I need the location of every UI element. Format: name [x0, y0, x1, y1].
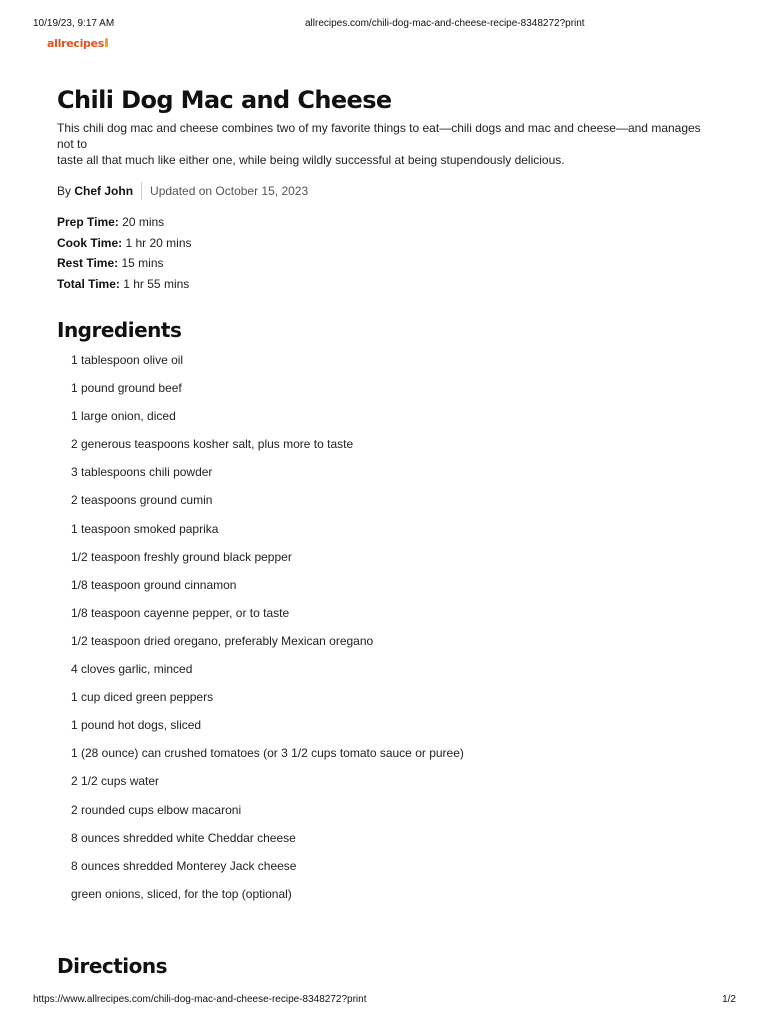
recipe-content [57, 84, 717, 914]
ingredient-item: 1 large onion, diced [71, 409, 176, 424]
recipe-intro [57, 120, 717, 168]
recipe-times [57, 212, 717, 294]
rest-time [57, 253, 717, 274]
ingredient-item: 4 cloves garlic, minced [71, 662, 193, 677]
author-link[interactable]: Chef John [74, 184, 134, 198]
byline-divider [141, 182, 142, 200]
ingredients-heading: Ingredients [57, 318, 182, 342]
time-value: 15 mins [121, 256, 164, 270]
ingredient-item: 8 ounces shredded Monterey Jack cheese [71, 858, 297, 873]
ingredient-item: 1/8 teaspoon cayenne pepper, or to taste [71, 605, 290, 620]
ingredient-item: 2 generous teaspoons kosher salt, plus more to taste [71, 437, 354, 452]
recipe-title: Chili Dog Mac and Cheese [57, 86, 392, 114]
total-time [57, 274, 717, 295]
print-header [33, 18, 735, 32]
byline-prefix: By [57, 184, 72, 198]
print-datetime: 10/19/23, 9:17 AM [33, 18, 115, 29]
ingredient-item: 1 pound ground beef [71, 381, 182, 396]
ingredient-list [71, 352, 717, 914]
print-footer-url: https://www.allrecipes.com/chili-dog-mac-and-cheese-recipe-8348272?print [33, 994, 367, 1005]
ingredient-item: 1/2 teaspoon freshly ground black pepper [71, 549, 292, 564]
time-label: Total Time: [57, 276, 120, 291]
ingredient-item: 1/8 teaspoon ground cinnamon [71, 577, 237, 592]
ingredient-item: 2 1/2 cups water [71, 774, 160, 789]
ingredient-item: 3 tablespoons chili powder [71, 465, 213, 480]
ingredient-item: 1 tablespoon olive oil [71, 353, 184, 367]
time-value: 1 hr 20 mins [125, 235, 192, 250]
time-label: Rest Time: [57, 256, 119, 270]
allrecipes-logo[interactable] [47, 37, 108, 50]
intro-line: taste all that much like either one, while being wildly successful at being stupendously delicious. [57, 153, 565, 167]
cook-time [57, 233, 717, 254]
directions-heading: Directions [57, 954, 168, 978]
time-label: Prep Time: [57, 215, 119, 229]
ingredient-item: 1 pound hot dogs, sliced [71, 718, 202, 733]
ingredient-item: 1 (28 ounce) can crushed tomatoes (or 3 1/2 cups tomato sauce or puree) [71, 746, 464, 761]
ingredient-item: 2 teaspoons ground cumin [71, 493, 213, 508]
time-value: 20 mins [122, 215, 165, 229]
ingredient-item: 1 cup diced green peppers [71, 690, 214, 705]
ingredient-item: 1 teaspoon smoked paprika [71, 521, 219, 536]
ingredient-item: 8 ounces shredded white Cheddar cheese [71, 830, 296, 845]
page-number: 1/2 [722, 994, 736, 1005]
intro-line: This chili dog mac and cheese combines two of my favorite things to eat—chili dogs and mac and cheese—and manages not to [57, 121, 701, 151]
ingredient-item: green onions, sliced, for the top (optional) [71, 886, 292, 901]
time-value: 1 hr 55 mins [123, 276, 190, 291]
ingredient-item: 1/2 teaspoon dried oregano, preferably Mexican oregano [71, 633, 374, 648]
ingredient-item: 2 rounded cups elbow macaroni [71, 802, 242, 817]
byline [57, 182, 717, 200]
print-header-url: allrecipes.com/chili-dog-mac-and-cheese-recipe-8348272?print [305, 18, 585, 29]
print-footer [33, 994, 736, 1008]
time-label: Cook Time: [57, 235, 123, 250]
prep-time [57, 212, 717, 233]
spoon-icon [105, 38, 108, 47]
updated-date: Updated on October 15, 2023 [150, 184, 309, 198]
logo-text: allrecipes [47, 37, 105, 50]
